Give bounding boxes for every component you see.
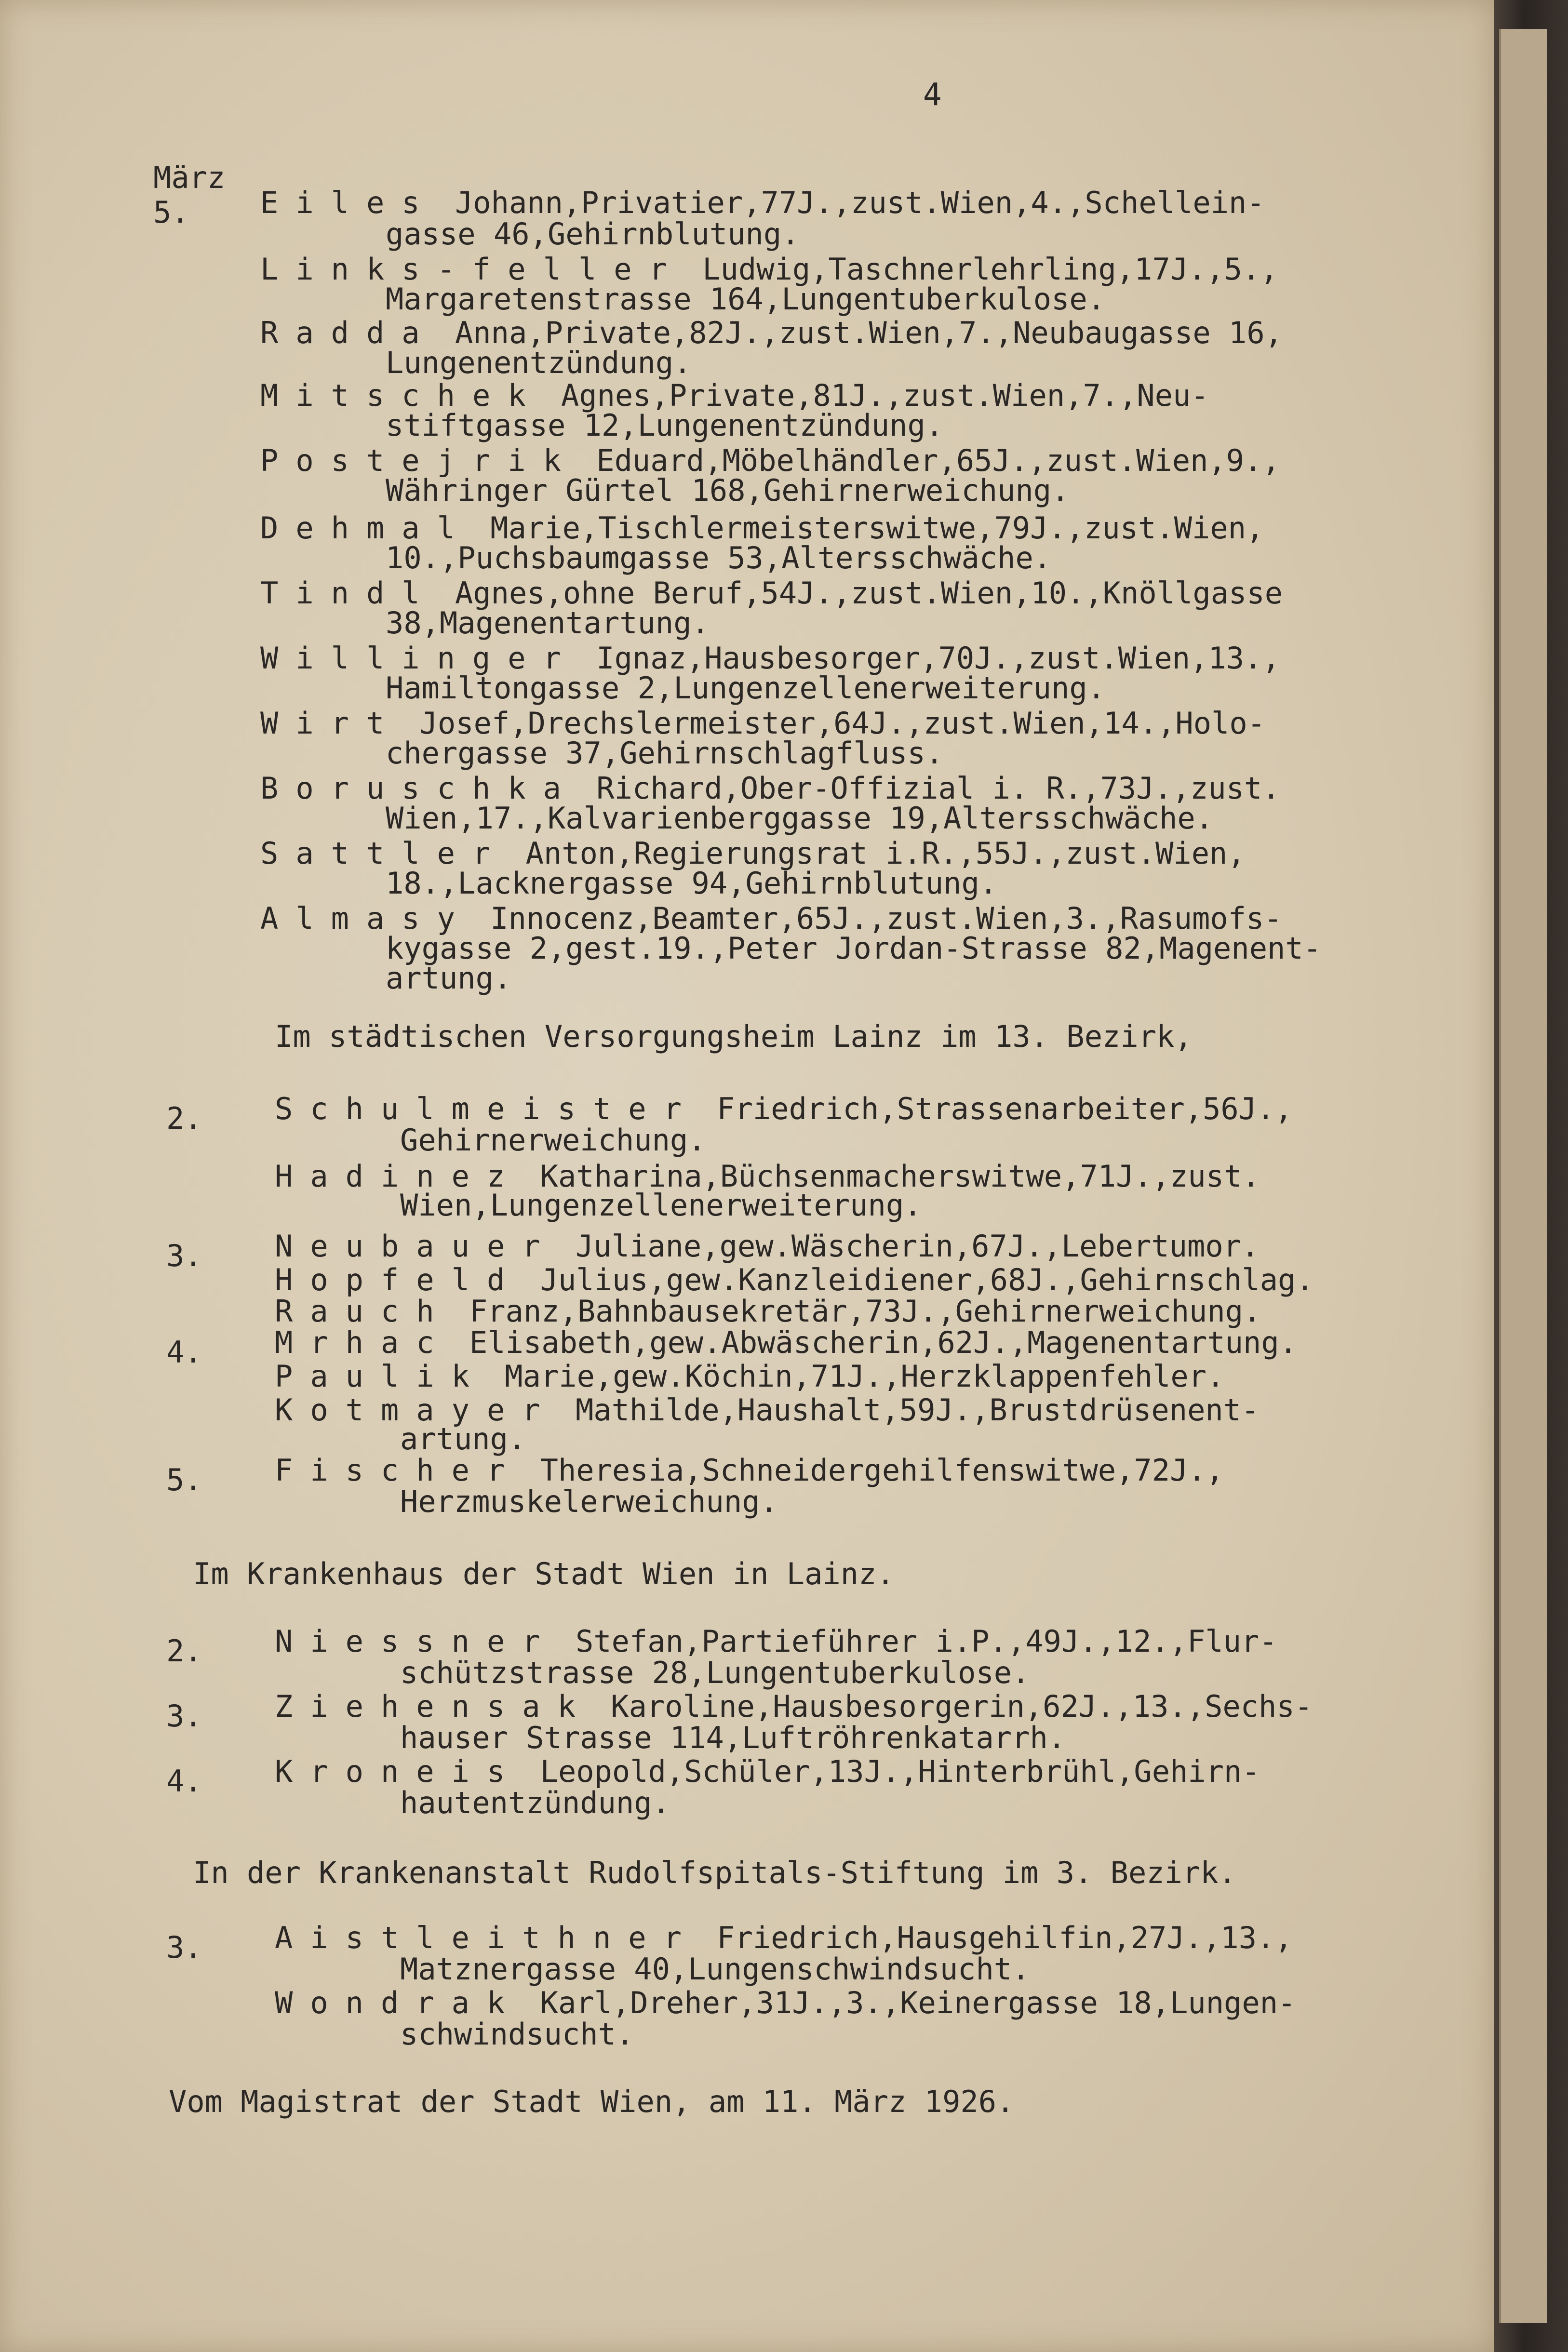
entry-surname: Radda <box>260 315 437 350</box>
entry-details-cont: Margaretenstrasse 164,Lungentuberkulose. <box>386 281 1106 317</box>
entry-details: Karoline,Hausbesorgerin,62J.,13.,Sechs- <box>592 1689 1313 1724</box>
entry-day: 2. <box>166 1101 202 1136</box>
footer-signature-line: Vom Magistrat der Stadt Wien, am 11. März 1926. <box>169 2084 1015 2119</box>
entry <box>275 1359 1225 1394</box>
entry-details: Eduard,Möbelhändler,65J.,zust.Wien,9., <box>578 443 1280 478</box>
entry-surname: Kroneis <box>275 1754 523 1789</box>
entry-details-cont: 18.,Lacknergasse 94,Gehirnblutung. <box>386 866 998 901</box>
entry-details: Marie,gew.Köchin,71J.,Herzklappenfehler. <box>486 1359 1225 1394</box>
entry-details: Marie,Tischlermeisterswitwe,79J.,zust.Wien, <box>472 510 1264 546</box>
entry-details: Richard,Ober-Offizial i. R.,73J.,zust. <box>578 771 1280 806</box>
entry-details: Katharina,Büchsenmacherswitwe,71J.,zust. <box>522 1159 1260 1194</box>
entry-surname: Niessner <box>275 1624 558 1659</box>
entry-details: Friedrich,Strassenarbeiter,56J., <box>698 1091 1293 1126</box>
entry-details-cont: hauser Strasse 114,Luftröhrenkatarrh. <box>400 1720 1066 1755</box>
entry-surname: Sattler <box>260 836 508 871</box>
entry <box>275 1325 1298 1360</box>
entry-details: Ludwig,Taschnerlehrling,17J.,5., <box>684 252 1278 287</box>
entry-details: Agnes,Private,81J.,zust.Wien,7.,Neu- <box>543 378 1209 413</box>
entry-details: Agnes,ohne Beruf,54J.,zust.Wien,10.,Knöllgasse <box>437 575 1283 611</box>
entry-surname: Boruschka <box>260 771 578 806</box>
page-number: 4 <box>923 77 942 113</box>
entry-surname: Wirt <box>260 706 402 741</box>
entry-surname: Postejrik <box>260 443 578 478</box>
entry-details-cont: kygasse 2,gest.19.,Peter Jordan-Strasse 82,Magenent- <box>386 931 1322 966</box>
entry-details: Elisabeth,gew.Abwäscherin,62J.,Magenentartung. <box>451 1325 1298 1360</box>
entry-surname: Mrhac <box>275 1325 452 1360</box>
entry-details: Julius,gew.Kanzleidiener,68J.,Gehirnschlag. <box>522 1262 1314 1297</box>
entry-surname: Hadinez <box>275 1159 523 1194</box>
entry-details: Johann,Privatier,77J.,zust.Wien,4.,Schellein- <box>437 185 1265 220</box>
entry-details-cont: Wien,Lungenzellenerweiterung. <box>400 1188 922 1223</box>
entry-details-cont: Hamiltongasse 2,Lungenzellenerweiterung. <box>386 670 1106 706</box>
entry-details-cont: gasse 46,Gehirnblutung. <box>386 216 800 252</box>
entry <box>275 1229 1260 1264</box>
entry-details-cont: Gehirnerweichung. <box>400 1123 706 1158</box>
entry-surname: Wondrak <box>275 1985 523 2020</box>
entry-surname: Eiles <box>260 185 437 220</box>
entry-details: Stefan,Partieführer i.P.,49J.,12.,Flur- <box>557 1624 1277 1659</box>
entry-day: 3. <box>166 1238 202 1273</box>
entry-details-cont: hautentzündung. <box>400 1785 670 1820</box>
next-page-paper <box>1499 29 1547 2323</box>
entry-day: 3. <box>166 1698 202 1734</box>
entry-surname: Dehmal <box>260 510 472 546</box>
entry-surname: Fischer <box>275 1453 523 1488</box>
entry-details: Anton,Regierungsrat i.R.,55J.,zust.Wien, <box>508 836 1246 871</box>
entry-day: 4. <box>166 1764 202 1799</box>
entry-surname: Schulmeister <box>275 1091 699 1126</box>
entry-details-cont: artung. <box>400 1421 526 1457</box>
entry-details: Ignaz,Hausbesorger,70J.,zust.Wien,13., <box>578 641 1280 676</box>
entry-surname: Almasy <box>260 901 472 936</box>
entry <box>275 1262 1314 1297</box>
entry-details-cont: schützstrasse 28,Lungentuberkulose. <box>400 1655 1030 1690</box>
entry-day: 3. <box>166 1930 202 1965</box>
entry-details: Anna,Private,82J.,zust.Wien,7.,Neubaugasse 16, <box>437 315 1283 350</box>
entry <box>275 1294 1261 1329</box>
entry-details-cont: Wien,17.,Kalvarienberggasse 19,Altersschwäche. <box>386 801 1214 836</box>
entry-details-cont: Lungenentzündung. <box>386 345 692 380</box>
entry-details-cont: artung. <box>386 961 512 996</box>
entry-day: 2. <box>166 1633 202 1669</box>
entry-details-cont: chergasse 37,Gehirnschlagfluss. <box>386 735 944 771</box>
entry-details: Josef,Drechslermeister,64J.,zust.Wien,14.,Holo- <box>402 706 1266 741</box>
entry-day: 5. <box>166 1462 202 1497</box>
entry-details: Theresia,Schneidergehilfenswitwe,72J., <box>522 1453 1224 1488</box>
section-heading: Im Krankenhaus der Stadt Wien in Lainz. <box>193 1556 895 1591</box>
entry-details: Mathilde,Haushalt,59J.,Brustdrüsenent- <box>557 1392 1260 1428</box>
entry-details: Leopold,Schüler,13J.,Hinterbrühl,Gehirn- <box>522 1754 1260 1789</box>
entry-surname: Paulik <box>275 1359 487 1394</box>
entry-surname: Hopfeld <box>275 1262 523 1297</box>
entry-surname: Ziehensak <box>275 1689 593 1724</box>
entry-surname: Kotmayer <box>275 1392 558 1428</box>
entry-details: Juliane,gew.Wäscherin,67J.,Lebertumor. <box>557 1229 1260 1264</box>
entry-details-cont: Herzmuskelerweichung. <box>400 1484 778 1519</box>
entry-details-cont: 10.,Puchsbaumgasse 53,Altersschwäche. <box>386 540 1052 575</box>
entry-details-cont: 38,Magenentartung. <box>386 605 710 641</box>
entry-surname: Willinger <box>260 641 578 676</box>
entry-surname: Mitschek <box>260 378 543 413</box>
entry-surname: Aistleithner <box>275 1920 699 1955</box>
entry-details: Friedrich,Hausgehilfin,27J.,13., <box>698 1920 1293 1955</box>
entry-day: 5. <box>153 195 189 230</box>
entry-surname: Links-feller <box>260 252 684 287</box>
entry-details-cont: Matznergasse 40,Lungenschwindsucht. <box>400 1951 1030 1987</box>
entry-details-cont: schwindsucht. <box>400 2017 634 2052</box>
section-heading: In der Krankenanstalt Rudolfspitals-Stiftung im 3. Bezirk. <box>193 1855 1236 1890</box>
entry-details-cont: Währinger Gürtel 168,Gehirnerweichung. <box>386 473 1070 508</box>
entry-surname: Neubauer <box>275 1229 558 1264</box>
entry-day: 4. <box>166 1335 202 1370</box>
entry-details: Innocenz,Beamter,65J.,zust.Wien,3.,Rasumofs- <box>472 901 1282 936</box>
month-label: März <box>153 160 226 195</box>
entry-details: Franz,Bahnbausekretär,73J.,Gehirnerweichung. <box>451 1294 1261 1329</box>
section-heading: Im städtischen Versorgungsheim Lainz im 13. Bezirk, <box>275 1019 1193 1054</box>
entry-surname: Rauch <box>275 1294 452 1329</box>
entry-details: Karl,Dreher,31J.,3.,Keinergasse 18,Lungen- <box>522 1985 1296 2020</box>
entry-surname: Tindl <box>260 575 437 611</box>
entry-details-cont: stiftgasse 12,Lungenentzündung. <box>386 408 944 443</box>
